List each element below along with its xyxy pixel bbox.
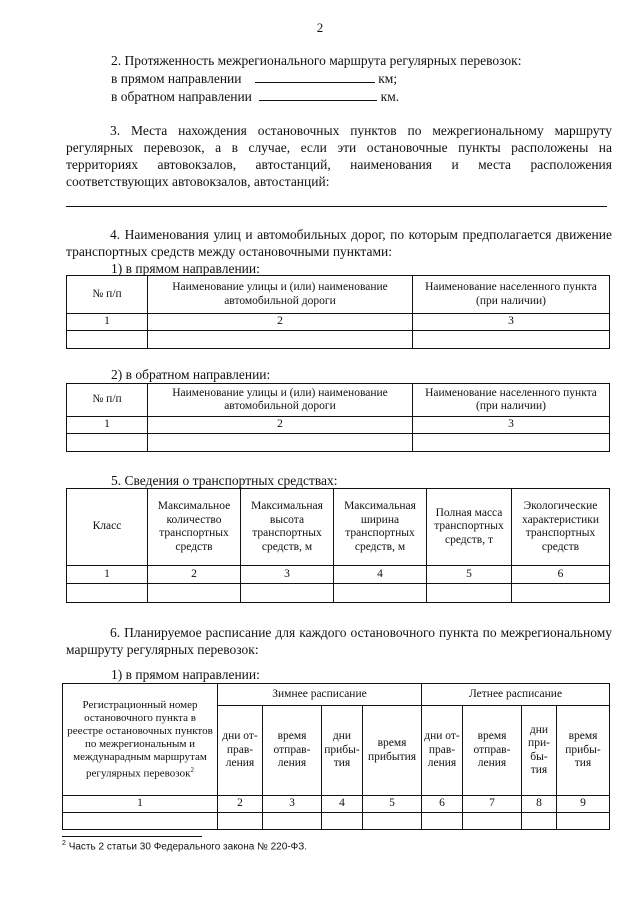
reverse-unit: км. xyxy=(380,89,400,104)
num-cell: 6 xyxy=(422,796,463,813)
num-cell: 3 xyxy=(241,566,334,584)
col-mass-header: Полная масса транспортных средств, т xyxy=(427,489,512,566)
col-settlement-header: Наименование населенного пункта (при наличии) xyxy=(413,276,610,314)
section2-reverse-row xyxy=(111,88,399,105)
section3-blank-line xyxy=(66,206,607,207)
page-number: 2 xyxy=(316,20,324,35)
empty-cell xyxy=(463,813,522,830)
streets-forward-table xyxy=(66,275,610,349)
section4-forward-label: 1) в прямом направлении: xyxy=(111,261,260,276)
num-cell: 7 xyxy=(463,796,522,813)
empty-cell xyxy=(363,813,422,830)
col-class-header: Класс xyxy=(67,489,148,566)
num-cell: 3 xyxy=(413,417,610,434)
footnote xyxy=(62,840,307,852)
empty-cell xyxy=(63,813,218,830)
num-cell: 2 xyxy=(148,566,241,584)
num-cell: 8 xyxy=(522,796,557,813)
schedule-table xyxy=(62,683,610,830)
reg-number-header: Регистрационный номер остановочного пункта в реестре остановочных пунктов по межрегиональным и междунарадным маршрутам регулярных перевозок$^2$ xyxy=(63,684,218,796)
winter-departure-days: дни отправления xyxy=(218,706,263,796)
num-cell: 2 xyxy=(218,796,263,813)
section2-forward-row xyxy=(111,70,397,87)
section4-text: 4. Наименования улиц и автомобильных дорог, по которым предполагается движение транспортных средств между остановочными пунктами: xyxy=(66,227,612,259)
num-cell: 5 xyxy=(363,796,422,813)
footnote-separator xyxy=(62,836,202,837)
num-cell: 5 xyxy=(427,566,512,584)
col-max-height-header: Максимальная высота транспортных средств, м xyxy=(241,489,334,566)
num-cell: 4 xyxy=(322,796,363,813)
empty-cell xyxy=(413,331,610,349)
col-street-header: Наименование улицы и (или) наименование автомобильной дороги xyxy=(148,276,413,314)
num-cell: 2 xyxy=(148,314,413,331)
empty-cell xyxy=(148,331,413,349)
winter-departure-time: время отправления xyxy=(263,706,322,796)
forward-label: в прямом направлении xyxy=(111,71,242,86)
empty-cell xyxy=(148,584,241,603)
empty-cell xyxy=(67,331,148,349)
streets-reverse-table xyxy=(66,383,610,452)
section6-forward-label: 1) в прямом направлении: xyxy=(111,667,260,682)
col-max-width-header: Максимальная ширина транспортных средств, м xyxy=(334,489,427,566)
footnote-marker: 2 xyxy=(62,840,66,847)
col-settlement-header: Наименование населенного пункта (при наличии) xyxy=(413,384,610,417)
reverse-label: в обратном направлении xyxy=(111,89,252,104)
num-cell: 1 xyxy=(67,566,148,584)
empty-cell xyxy=(263,813,322,830)
section3-text: 3. Места нахождения остановочных пунктов по межрегиональному маршруту регулярных перевозок, а в случае, если эти остановочные пункты расположены на территориях автовокзалов, автостанций, наименования и места расположения соответствующих автовокзалов, автостанций: xyxy=(66,123,612,189)
summer-arrival-time: время прибытия xyxy=(557,706,610,796)
empty-cell xyxy=(557,813,610,830)
empty-cell xyxy=(322,813,363,830)
winter-arrival-days: дни прибытия xyxy=(322,706,363,796)
section5-title: 5. Сведения о транспортных средствах: xyxy=(111,473,338,488)
num-cell: 1 xyxy=(67,314,148,331)
empty-cell xyxy=(422,813,463,830)
col-number-header: № п/п xyxy=(67,276,148,314)
summer-schedule-header: Летнее расписание xyxy=(422,684,610,706)
num-cell: 3 xyxy=(413,314,610,331)
empty-cell xyxy=(67,584,148,603)
vehicles-table xyxy=(66,488,610,603)
footnote-text: Часть 2 статьи 30 Федерального закона № 220-ФЗ. xyxy=(68,841,308,853)
summer-departure-days: дни отправления xyxy=(422,706,463,796)
reverse-km-blank xyxy=(259,88,377,101)
col-street-header: Наименование улицы и (или) наименование автомобильной дороги xyxy=(148,384,413,417)
num-cell: 3 xyxy=(263,796,322,813)
col-ecology-header: Экологические характеристики транспортных средств xyxy=(512,489,610,566)
empty-cell xyxy=(67,434,148,452)
col-number-header: № п/п xyxy=(67,384,148,417)
num-cell: 1 xyxy=(63,796,218,813)
summer-departure-time: время отправления xyxy=(463,706,522,796)
empty-cell xyxy=(241,584,334,603)
empty-cell xyxy=(334,584,427,603)
empty-cell xyxy=(413,434,610,452)
forward-unit: км; xyxy=(378,71,398,86)
num-cell: 4 xyxy=(334,566,427,584)
num-cell: 2 xyxy=(148,417,413,434)
num-cell: 9 xyxy=(557,796,610,813)
winter-schedule-header: Зимнее расписание xyxy=(218,684,422,706)
col-max-count-header: Максимальное количество транспортных средств xyxy=(148,489,241,566)
summer-arrival-days: дни прибытия xyxy=(522,706,557,796)
section4-reverse-label: 2) в обратном направлении: xyxy=(111,367,271,382)
section6-text: 6. Планируемое расписание для каждого остановочного пункта по межрегиональному маршруту регулярных перевозок: xyxy=(66,625,612,657)
forward-km-blank xyxy=(255,70,375,83)
empty-cell xyxy=(522,813,557,830)
num-cell: 1 xyxy=(67,417,148,434)
empty-cell xyxy=(218,813,263,830)
num-cell: 6 xyxy=(512,566,610,584)
empty-cell xyxy=(427,584,512,603)
empty-cell xyxy=(148,434,413,452)
section2-title: 2. Протяженность межрегионального маршрута регулярных перевозок: xyxy=(111,53,522,68)
empty-cell xyxy=(512,584,610,603)
winter-arrival-time: время прибытия xyxy=(363,706,422,796)
